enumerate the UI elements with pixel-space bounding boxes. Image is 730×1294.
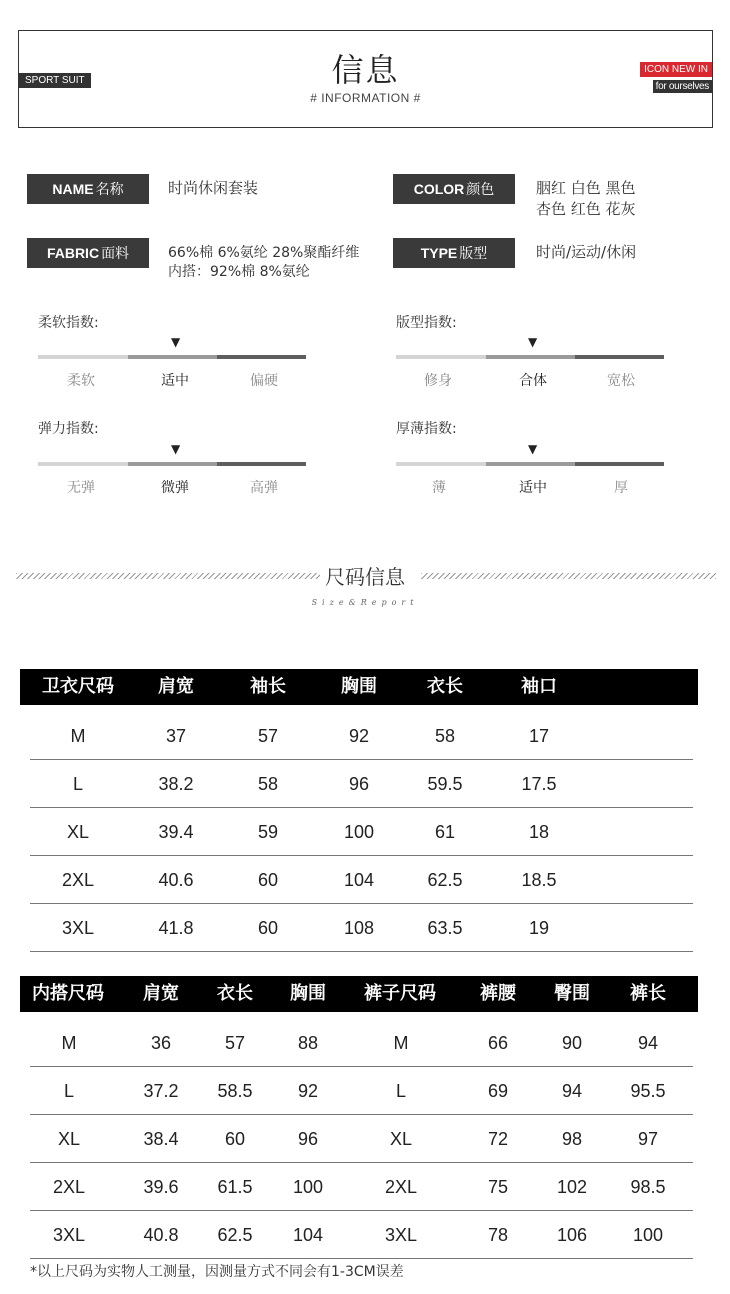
thickness-bar-seg [486,462,575,466]
table-cell: 69 [487,1081,509,1101]
table-cell: XL [66,822,90,842]
softness-bar-seg [217,355,306,359]
elasticity-bar-seg [217,462,306,466]
table-cell: 61.5 [217,1177,253,1197]
table-cell: 106 [556,1225,588,1245]
elasticity-bar-seg [128,462,217,466]
table-cell: XL [57,1129,81,1149]
table-header-cell: 臀围 [554,983,590,1004]
color-tag-en: COLOR [413,181,465,197]
table-cell: 39.4 [158,822,194,842]
fabric-value-line: 内搭：92%棉 8%氨纶 [168,264,310,280]
header-box [18,30,713,128]
fit-bar-seg [396,355,486,359]
table-cell: 2XL [384,1177,418,1197]
type-tag-en: TYPE [420,245,458,261]
table-cell: 2XL [61,870,95,890]
fit-index-title: 版型指数: [396,315,457,331]
table-cell: 40.8 [143,1225,179,1245]
table-cell: 104 [343,870,375,890]
softness-bar-seg [128,355,217,359]
table-cell: 40.6 [158,870,194,890]
table-header-cell: 内搭尺码 [32,983,104,1004]
measurement-note: *以上尺码为实物人工测量，因测量方式不同会有1-3CM误差 [30,1264,404,1280]
table-cell: L [395,1081,406,1101]
table-header-cell: 肩宽 [158,676,194,697]
table-cell: M [393,1033,409,1053]
table-header-cell: 袖长 [250,676,286,697]
table-cell: L [72,774,83,794]
color-value-line: 胭红 白色 黑色 [536,179,636,197]
elasticity-label: 无弹 [67,480,95,496]
table-cell: 97 [637,1129,659,1149]
softness-indicator-icon: ▼ [171,335,181,349]
elasticity-label: 微弹 [161,480,189,496]
softness-label: 柔软 [67,373,95,389]
table-cell: 3XL [61,918,95,938]
table-cell: 98 [561,1129,583,1149]
table-cell: 63.5 [427,918,463,938]
table-cell: 100 [632,1225,664,1245]
table-cell: 59 [257,822,279,842]
table-cell: 59.5 [427,774,463,794]
fabric-tag [27,238,149,268]
table-cell: M [70,726,86,746]
table-cell: 94 [561,1081,583,1101]
table-cell: 96 [348,774,370,794]
table-cell: 41.8 [158,918,194,938]
thickness-label: 薄 [432,480,446,496]
name-tag [27,174,149,204]
table-cell: 3XL [52,1225,86,1245]
thickness-index-title: 厚薄指数: [396,421,457,437]
table-cell: 36 [150,1033,172,1053]
elasticity-index-title: 弹力指数: [38,421,99,437]
softness-bar-seg [38,355,128,359]
table-cell: 100 [292,1177,324,1197]
table-cell: 72 [487,1129,509,1149]
table-cell: 102 [556,1177,588,1197]
row-divider [30,951,693,952]
fabric-value-line: 66%棉 6%氨纶 28%聚酯纤维 [168,245,360,261]
table-cell: 88 [297,1033,319,1053]
table-cell: 38.2 [158,774,194,794]
table-cell: 60 [257,870,279,890]
table-cell: 60 [224,1129,246,1149]
table-cell: 58 [257,774,279,794]
table-header-cell: 肩宽 [143,983,179,1004]
fit-bar-seg [486,355,575,359]
set-table-header [20,976,698,1012]
table-cell: 100 [343,822,375,842]
elasticity-bar-seg [38,462,128,466]
table-cell: 58.5 [217,1081,253,1101]
fabric-value [168,244,359,282]
thickness-indicator-icon: ▼ [528,442,538,456]
thickness-bar-seg [575,462,664,466]
table-cell: 37 [165,726,187,746]
thickness-bar-seg [396,462,486,466]
fit-label: 修身 [424,373,452,389]
fabric-tag-en: FABRIC [46,245,100,261]
table-header-cell: 裤腰 [480,983,516,1004]
table-cell: 17 [528,726,550,746]
fit-bar-seg [575,355,664,359]
table-cell: 2XL [52,1177,86,1197]
page-title: 信息 [331,51,400,89]
table-header-cell: 衣长 [427,676,463,697]
elasticity-indicator-icon: ▼ [171,442,181,456]
softness-label: 适中 [161,373,189,389]
icon-new-in-badge: ICON NEW IN [640,62,712,77]
table-header-cell: 胸围 [290,983,326,1004]
table-cell: 108 [343,918,375,938]
table-cell: M [61,1033,77,1053]
table-header-cell: 胸围 [341,676,377,697]
thickness-label: 厚 [614,480,628,496]
color-tag [393,174,515,204]
table-cell: 62.5 [217,1225,253,1245]
table-cell: 66 [487,1033,509,1053]
color-value [536,178,636,220]
table-cell: 37.2 [143,1081,179,1101]
hoodie-table-header [20,669,698,705]
table-cell: 75 [487,1177,509,1197]
table-header-cell: 裤子尺码 [364,983,436,1004]
row-divider [30,1258,693,1259]
table-cell: 94 [637,1033,659,1053]
elasticity-label: 高弹 [250,480,278,496]
name-tag-cn: 名称 [95,182,124,198]
table-cell: 98.5 [630,1177,666,1197]
size-section-subtitle: Size&Report [311,598,419,607]
color-tag-cn: 颜色 [466,182,495,198]
table-cell: L [63,1081,74,1101]
size-section-title: 尺码信息 [325,565,405,589]
table-cell: 90 [561,1033,583,1053]
table-cell: 18.5 [521,870,557,890]
table-cell: 95.5 [630,1081,666,1101]
table-cell: 19 [528,918,550,938]
thickness-label: 适中 [519,480,547,496]
table-cell: 57 [224,1033,246,1053]
page-subtitle: # INFORMATION # [310,91,421,105]
softness-index-title: 柔软指数: [38,315,99,331]
table-header-cell: 卫衣尺码 [42,676,114,697]
table-cell: 96 [297,1129,319,1149]
table-cell: 61 [434,822,456,842]
table-cell: 3XL [384,1225,418,1245]
table-cell: 92 [348,726,370,746]
table-cell: 38.4 [143,1129,179,1149]
table-cell: 39.6 [143,1177,179,1197]
type-tag-cn: 版型 [459,246,488,262]
table-cell: 17.5 [521,774,557,794]
softness-label: 偏硬 [250,373,278,389]
fabric-tag-cn: 面料 [101,246,130,262]
color-value-line: 杏色 红色 花灰 [536,200,636,218]
type-tag [393,238,515,268]
table-cell: 60 [257,918,279,938]
table-cell: 92 [297,1081,319,1101]
fit-indicator-icon: ▼ [528,335,538,349]
table-header-cell: 袖口 [521,676,557,697]
table-header-cell: 裤长 [630,983,666,1004]
for-ourselves-badge: for ourselves [653,80,712,93]
table-cell: 18 [528,822,550,842]
table-cell: XL [389,1129,413,1149]
type-value: 时尚/运动/休闲 [536,243,637,261]
table-cell: 57 [257,726,279,746]
name-value: 时尚休闲套装 [168,179,259,197]
table-cell: 104 [292,1225,324,1245]
sport-suit-badge: SPORT SUIT [19,73,91,88]
table-cell: 78 [487,1225,509,1245]
name-tag-en: NAME [52,181,94,197]
table-cell: 58 [434,726,456,746]
table-header-cell: 衣长 [217,983,253,1004]
fit-label: 宽松 [607,373,635,389]
fit-label: 合体 [519,373,547,389]
table-cell: 62.5 [427,870,463,890]
